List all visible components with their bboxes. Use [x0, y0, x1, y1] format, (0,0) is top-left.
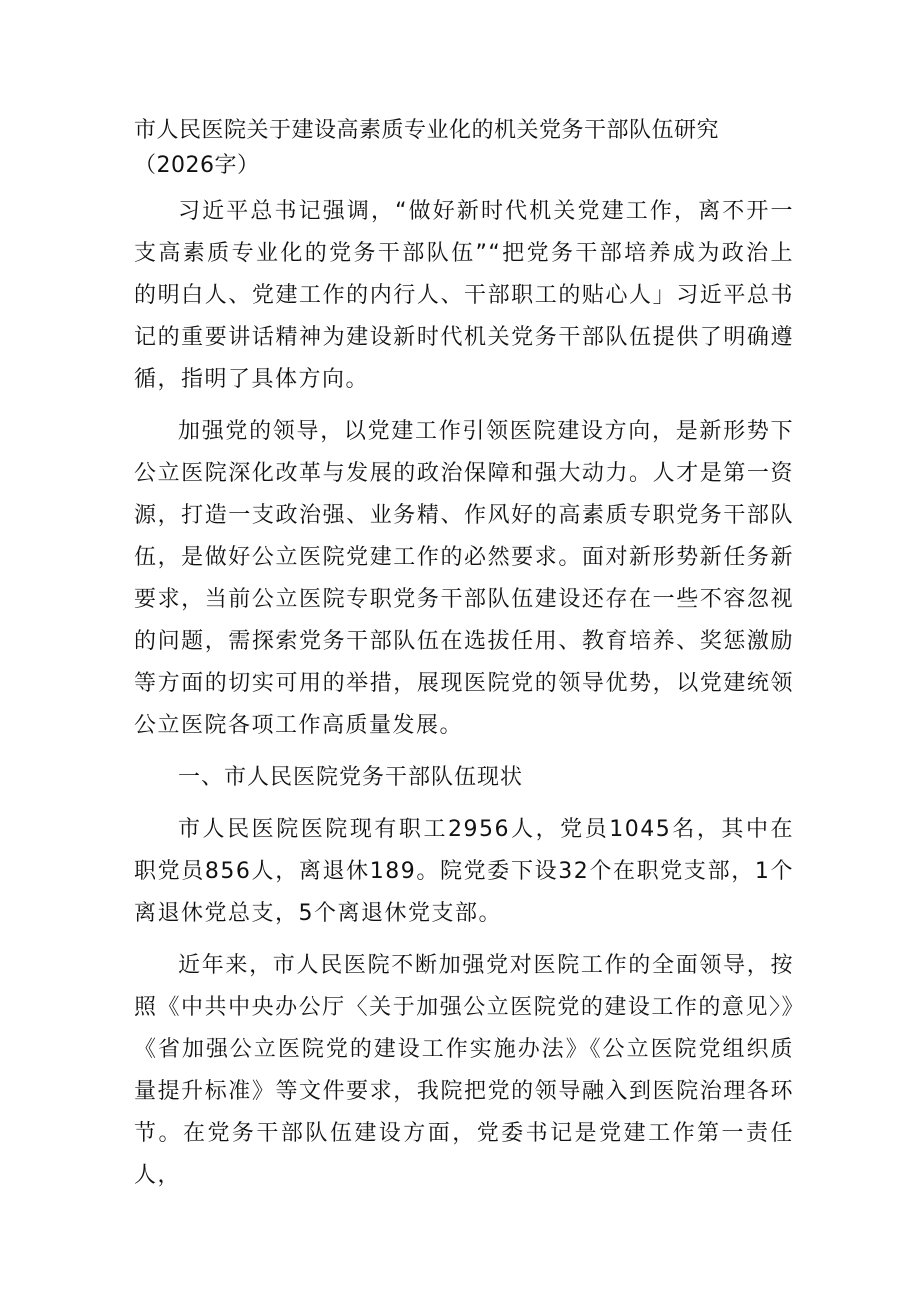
document-body — [134, 113, 794, 1207]
paragraph-recent-years: 近年来，市人民医院不断加强党对医院工作的全面领导，按照《中共中央办公厅〈关于加强公立医院党的建设工作的意见〉》《省加强公立医院党的建设工作实施办法》《公立医院党组织质量提升标准》等文件要求，我院把党的领导融入到医院治理各环节。在党务干部队伍建设方面，党委书记是党建工作第一责任人， — [134, 953, 794, 1188]
document-title: 市人民医院关于建设高素质专业化的机关党务干部队伍研究（2026字） — [134, 118, 720, 178]
paragraph-intro-quote: 习近平总书记强调，“做好新时代机关党建工作，离不开一支高素质专业化的党务干部队伍”“把党务干部培养成为政治上的明白人、党建工作的内行人、干部职工的贴心人」习近平总书记的重要讲话精神为建设新时代机关党务干部队伍提供了明确遵循，指明了具体方向。 — [134, 199, 794, 392]
paragraph-staff-statistics: 市人民医院医院现有职工2956人，党员1045名，其中在职党员856人，离退休189。院党委下设32个在职党支部，1个离退休党总支，5个离退休党支部。 — [134, 817, 794, 926]
section-heading: 一、市人民医院党务干部队伍现状 — [178, 765, 524, 790]
paragraph-party-leadership: 加强党的领导，以党建工作引领医院建设方向，是新形势下公立医院深化改革与发展的政治保障和强大动力。人才是第一资源，打造一支政治强、业务精、作风好的高素质专职党务干部队伍，是做好公立医院党建工作的必然要求。面对新形势新任务新要求，当前公立医院专职党务干部队伍建设还存在一些不容忽视的问题，需探索党务干部队伍在选拔任用、教育培养、奖惩激励等方面的切实可用的举措，展现医院党的领导优势，以党建统领公立医院各项工作高质量发展。 — [134, 419, 794, 738]
